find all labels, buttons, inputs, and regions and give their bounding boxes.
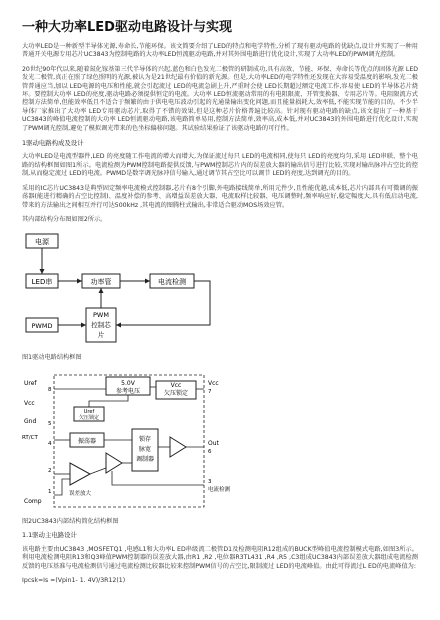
pwm-chip-line-3: 片 — [97, 331, 105, 340]
uc3843-paragraph: 采用的IC芯片UC3843是典型固定频率电流模式控制器,芯片有8个引脚,外电路接线简单,所用元件少,且性能优越,成本低,芯片内部具有可微调的振荡器(能进行精确的占空比控制)、温度补偿的参考、高增益误差放大器、电流取样比较器、电压调整时,频率响应好,稳定幅度大,具有低启动电流,带来的方法输出之间相互并行可达500kHz ,其电流的图腾柱式输出,非常适合驱动MOS场效应管。 — [22, 184, 418, 209]
circuit-paragraph: 大功率LED是电流型器件,LED 的亮度随工作电流的增大而增大,为保证流过每只 LED的电流相同,使每只 LED的亮度均匀,采用 LED串联、整个电路的结构框图如图1所示。电流检测为PWM控制电路提供反馈,与PWM控制芯片内的误差放大器的输出信号进行比较,实现对输出脉冲占空比的控制,从而稳定流过 LED的电流。PWMD是数字调光脉冲信号输入,通过调节其占空比可以调节 LED的亮度,达到调光的目的。 — [22, 153, 418, 178]
intro-paragraph: 20世纪90年代以来,随着氮化镓基第三代半导体的兴起,蓝色和白色发光二极管的研制成功,具有高效、节能、环保、寿命长等优点的固体光源 LED发光二极管,真正在照了绿色照明的光源,被认为是21世纪最有价值的新光源。但是,大功率LED的电学特性还发现在大容易受温度的影响,发光二极管普通应当,加以 LED电源的电压和性能,就会引起流过 LED的电流急剧上升,严重时会使 LED长期超过额定电流工作,容易使 LED的半导体芯片烧坏。要控制大功率 LED的亮度,驱动电路必须提供恒定的电流。大功率 LED恒流驱动常用的有电阻限流、开管变换器、专用芯片等。电阻限流方式控制方法简单,但能效率低且不适合于频繁的由于供电电压波动引起的光通量输出变化问题,而且能量损耗大,效率低,不能实现节能的目的。不少半导体厂家推出了大功率 LED专用驱动芯片,取得了不错的效果,但是这种芯片价格普遍比较高。针对现有驱动电路的缺点,该文提出了一种基于UC3843的峰值电流控制的大功率 LED恒流驱动电路,该电路简单易用,控制方法简单,效率高,成本低,并对UC3843的外围电路进行优化设计,实现了PWM调光控制,避免了模拟调光带来的色坐标偏移问题。其试验结果验证了该驱动电路的可行性。 — [22, 65, 418, 132]
uref-inner-label: Uref — [83, 409, 95, 416]
pin-2: 2 — [48, 468, 52, 475]
power-tube-label: 功率管 — [90, 278, 112, 287]
out-label: Out — [208, 440, 219, 448]
figure-1-caption: 图1驱动电路结构框图 — [22, 354, 82, 362]
pin-4: 4 — [48, 441, 52, 448]
pin-5: 5 — [48, 421, 52, 428]
pwm-chip-line-2: 控制芯 — [91, 321, 111, 330]
error-amp-triangle — [70, 463, 90, 485]
figure-1-svg — [22, 230, 222, 348]
led-label: LED串 — [31, 278, 53, 287]
figure-2-svg — [22, 367, 231, 512]
main-circuit-paragraph: 该电路主要由UC3843 ,MOSFETQ1 ,电感L1和大功率L ED串级流二极管D1及检测电阻R12组成的BUCK型峰值电流控制模式电路,如图3所示。利用电流检测电阻R13和Q3峰值PWM控制器的误差放大器,由R1 ,R2 ,电位器R3TL431 ,R4 ,R5 ,C3组成UC3843内部误差放大器组成电流检测反馈的电压基准与电流检测信号通过电流检测比较器比较来控制PWM信号的占空比,限制流过 LED的电流峰值。由此可得流过L ED的电流峰值为: — [22, 545, 418, 570]
pwmd-label: PWMD — [31, 322, 53, 331]
power-label: 电源 — [35, 238, 49, 247]
abstract-paragraph: 大功率LED是一种新型半导体光源,寿命长,节能环保。该文简要介绍了LED的特点和电学特性,分析了现有驱动电路的优缺点,设计并实现了一种用普通开关电源专用芯片UC3843为控制电路的大功率LED恒流驱动电路,并对其外围电路进行优化设计,实现了大功率LED的PWM调光控制。 — [22, 43, 418, 59]
latch-line1: 锁存 — [138, 436, 152, 444]
comparator-triangle — [106, 453, 122, 473]
figure-2-uc3843-diagram — [22, 367, 231, 512]
vcc-inner-label: Vcc — [170, 382, 182, 390]
gnd-label: Gnd — [24, 418, 37, 426]
current-sense-label: 电流检测 — [158, 278, 186, 287]
figure-2-caption: 图2UC3843内部结构简化结构框图 — [22, 518, 119, 526]
section-heading-1: 1驱动电路构成及设计 — [22, 139, 84, 148]
uref-undervolt-label: 欠压锁定 — [78, 415, 100, 422]
structure-paragraph: 其内部结构分布图如图2所示。 — [22, 215, 107, 223]
cs-label: 电流检测 — [208, 487, 231, 494]
vcc-left-label: Vcc — [24, 400, 35, 408]
formula: Ipcsk=Is =(Vpin1- 1. 4V)/3R12(1) — [22, 576, 126, 584]
latch-line2: 脉宽 — [138, 446, 152, 454]
comp-label: Comp — [24, 498, 42, 506]
page-title: 一种大功率LED驱动电路设计与实现 — [22, 20, 232, 35]
uref-pin-label: Uref — [24, 380, 37, 388]
output-driver-triangle — [170, 437, 186, 457]
ref-5v-line2: 参考电压 — [115, 388, 141, 396]
figure-1-block-diagram — [22, 230, 222, 348]
pin-1: 1 — [48, 489, 52, 496]
ref-5v-line1: 5.0V — [121, 380, 135, 388]
pin-6: 6 — [208, 449, 212, 456]
pin-3: 3 — [208, 479, 212, 486]
pin-7: 7 — [208, 389, 212, 396]
oscillator-label: 振荡器 — [77, 438, 97, 446]
pwm-chip-line-1: PWM — [93, 311, 109, 320]
latch-line3: 调制器 — [135, 456, 155, 464]
vcc-undervolt-label: 欠压锁定 — [163, 390, 189, 398]
pin-8: 8 — [48, 387, 52, 394]
section-heading-1-1: 1.1驱动主电路设计 — [22, 531, 77, 540]
rtct-label: RT/CT — [22, 435, 38, 442]
err-amp-label: 误差放大 — [68, 491, 92, 498]
vcc-right-label: Vcc — [208, 380, 219, 388]
